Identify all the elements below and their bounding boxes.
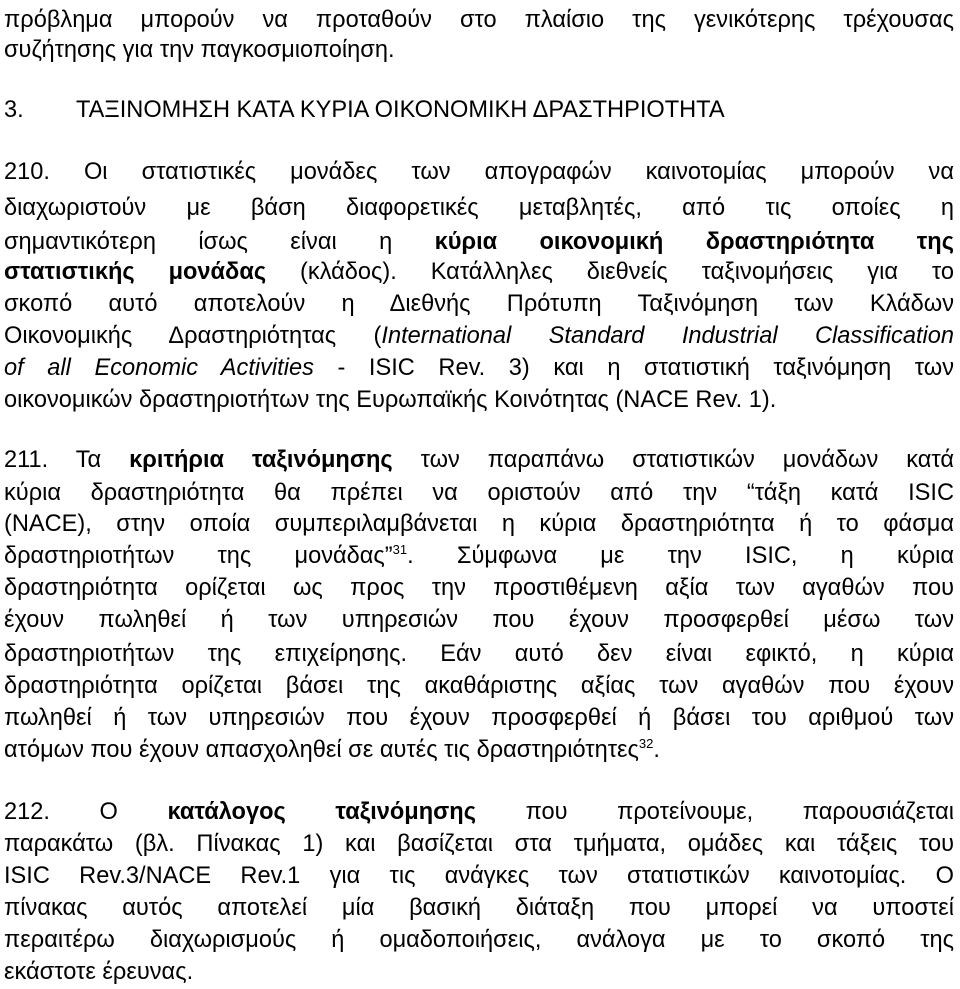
paragraph-210-line-6 <box>4 321 954 351</box>
text: δραστηριότητα ορίζεται ως προς την προστιθέμενη αξία των αγαθών που <box>4 575 954 601</box>
paragraph-number: 212. <box>4 799 50 825</box>
paragraph-210-line-7 <box>4 353 954 383</box>
text: οικονομικών δραστηριοτήτων της Ευρωπαϊκής Κοινότητας (NACE Rev. 1). <box>4 387 777 413</box>
text: που προτείνουμε, παρουσιάζεται <box>475 799 955 825</box>
paragraph-211-line-5 <box>4 573 954 603</box>
paragraph-211-line-6 <box>4 605 954 635</box>
section-number: 3. <box>4 97 24 123</box>
text: εκάστοτε έρευνας. <box>4 959 194 985</box>
text: (κλάδος). Κατάλληλες διεθνείς ταξινομήσεις για το <box>266 259 954 285</box>
paragraph-211-line-10 <box>4 735 954 765</box>
text: πίνακας αυτός αποτελεί μία βασική διάταξη που μπορεί να υποστεί <box>4 895 954 921</box>
paragraph-210-line-2 <box>4 193 954 223</box>
text: παρακάτω (βλ. Πίνακας 1) και βασίζεται στα τμήματα, ομάδες και τάξεις του <box>4 831 954 857</box>
text: δραστηριοτήτων της μονάδας” <box>4 543 393 569</box>
paragraph-211-line-9 <box>4 703 954 733</box>
intro-line-1 <box>4 5 954 35</box>
paragraph-211-line-1 <box>4 445 954 475</box>
bold-term: κριτήρια ταξινόμησης <box>129 447 393 473</box>
paragraph-number: 210. <box>4 159 50 185</box>
text: σημαντικότερη ίσως είναι η <box>4 229 435 255</box>
paragraph-number: 211. <box>4 447 49 473</box>
paragraph-212-line-5 <box>4 925 954 955</box>
text: πωληθεί ή των υπηρεσιών που έχουν προσφερθεί ή βάσει του αριθμού των <box>4 705 954 731</box>
text: - ISIC Rev. 3) και η στατιστική ταξινόμηση των <box>313 355 954 381</box>
paragraph-212-line-2 <box>4 829 954 859</box>
paragraph-211-line-2 <box>4 478 954 508</box>
footnote-31: 31 <box>392 542 408 557</box>
text: Ο <box>99 799 168 825</box>
text: διαχωριστούν με βάση διαφορετικές μεταβλητές, από τις οποίες η <box>4 195 954 221</box>
text: σκοπό αυτό αποτελούν η Διεθνής Πρότυπη Ταξινόμηση των Κλάδων <box>4 291 954 317</box>
text: ISIC Rev.3/NACE Rev.1 για τις ανάγκες των στατιστικών καινοτομίας. Ο <box>4 863 954 889</box>
text: των παραπάνω στατιστικών μονάδων κατά <box>392 447 954 473</box>
bold-term: κατάλογος ταξινόμησης <box>167 799 476 825</box>
italic-term: International Standard Industrial Classification <box>381 323 954 349</box>
text: περαιτέρω διαχωρισμούς ή ομαδοποιήσεις, ανάλογα με το σκοπό της <box>4 927 954 953</box>
paragraph-212-line-4 <box>4 893 954 923</box>
text: (NACE), στην οποία συμπεριλαμβάνεται η κύρια δραστηριότητα ή το φάσμα <box>4 511 954 537</box>
paragraph-211-line-7 <box>4 639 954 669</box>
text: πρόβλημα μπορούν να προταθούν στο πλαίσιο της γενικότερης τρέχουσας <box>4 7 954 33</box>
text: Τα <box>75 447 130 473</box>
section-heading <box>4 95 954 125</box>
paragraph-212-line-3 <box>4 861 954 891</box>
text: συζήτησης για την παγκοσμιοποίηση. <box>4 37 395 63</box>
paragraph-211-line-3 <box>4 509 954 539</box>
paragraph-210-line-4 <box>4 257 954 287</box>
paragraph-211-line-4 <box>4 541 954 571</box>
text: δραστηριοτήτων της επιχείρησης. Εάν αυτό δεν είναι εφικτό, η κύρια <box>4 641 954 667</box>
text: ατόμων που έχουν απασχοληθεί σε αυτές τις δραστηριότητες <box>4 737 639 763</box>
text: δραστηριότητα ορίζεται βάσει της ακαθάριστης αξίας των αγαθών που έχουν <box>4 673 954 699</box>
paragraph-210-line-1 <box>4 157 954 187</box>
text: έχουν πωληθεί ή των υπηρεσιών που έχουν προσφερθεί μέσω των <box>4 607 954 633</box>
paragraph-210-line-8 <box>4 385 954 415</box>
text: . <box>653 737 660 763</box>
section-title: ΤΑΞΙΝΟΜΗΣΗ ΚΑΤΑ ΚΥΡΙΑ ΟΙΚΟΝΟΜΙΚΗ ΔΡΑΣΤΗΡΙΟΤΗΤΑ <box>76 97 725 123</box>
bold-term: κύρια οικονομική δραστηριότητα της <box>434 229 954 255</box>
italic-term: of all Economic Activities <box>4 355 314 381</box>
text: . Σύμφωνα με την ISIC, η κύρια <box>407 543 954 569</box>
paragraph-210-line-3 <box>4 227 954 257</box>
bold-term: στατιστικής μονάδας <box>4 259 267 285</box>
text: κύρια δραστηριότητα θα πρέπει να οριστούν από την “τάξη κατά ISIC <box>4 480 954 506</box>
footnote-32: 32 <box>638 736 654 751</box>
text: Οι στατιστικές μονάδες των απογραφών καινοτομίας μπορούν να <box>83 159 954 185</box>
paragraph-212-line-6 <box>4 957 954 987</box>
paragraph-210-line-5 <box>4 289 954 319</box>
paragraph-211-line-8 <box>4 671 954 701</box>
intro-line-2 <box>4 35 954 65</box>
text: Οικονομικής Δραστηριότητας ( <box>4 323 382 349</box>
paragraph-212-line-1 <box>4 797 954 827</box>
